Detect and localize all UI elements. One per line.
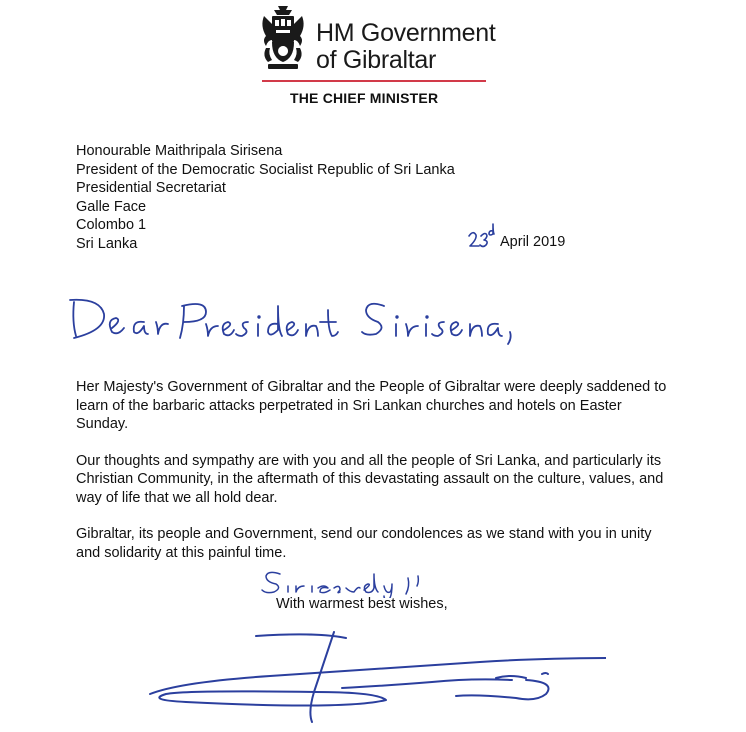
date-month-year: April 2019 (500, 234, 566, 250)
address-line: President of the Democratic Socialist Republic of Sri Lanka (76, 161, 455, 178)
handwritten-sign-off (258, 568, 468, 598)
handwritten-salutation (66, 288, 516, 350)
letter-body (76, 378, 676, 580)
body-paragraph: Gibraltar, its people and Government, send our condolences as we stand with you in unity and solidarity at this painful time. (76, 526, 652, 561)
letter-closing (258, 568, 488, 614)
organisation-name (316, 20, 496, 74)
office-title: THE CHIEF MINISTER (290, 90, 439, 106)
address-line: Colombo 1 (76, 217, 147, 233)
address-line: Galle Face (76, 198, 147, 215)
address-line: Presidential Secretariat (76, 180, 226, 196)
letterhead (0, 0, 746, 112)
org-name-line-1: HM Government (316, 19, 496, 47)
closing-phrase: With warmest best wishes, (276, 596, 448, 612)
letter-date (466, 222, 586, 256)
letterhead-divider (262, 80, 486, 82)
address-line: Honourable Maithripala Sirisena (76, 143, 283, 159)
body-paragraph: Our thoughts and sympathy are with you and all the people of Sri Lanka, and particularly its Christian Community, in the aftermath of this devastating assault on the culture, values, and way of life that we all hold dear. (76, 452, 664, 506)
org-name-line-2: of Gibraltar (316, 46, 437, 74)
recipient-address (76, 142, 455, 253)
address-line: Sri Lanka (76, 235, 138, 252)
body-paragraph: Her Majesty's Government of Gibraltar and the People of Gibraltar were deeply saddened to learn of the barbaric attacks perpetrated in Sri Lankan churches and hotels on Easter Sunday. (76, 379, 667, 432)
gibraltar-crest-icon (258, 4, 308, 74)
handwritten-signature (146, 628, 606, 732)
